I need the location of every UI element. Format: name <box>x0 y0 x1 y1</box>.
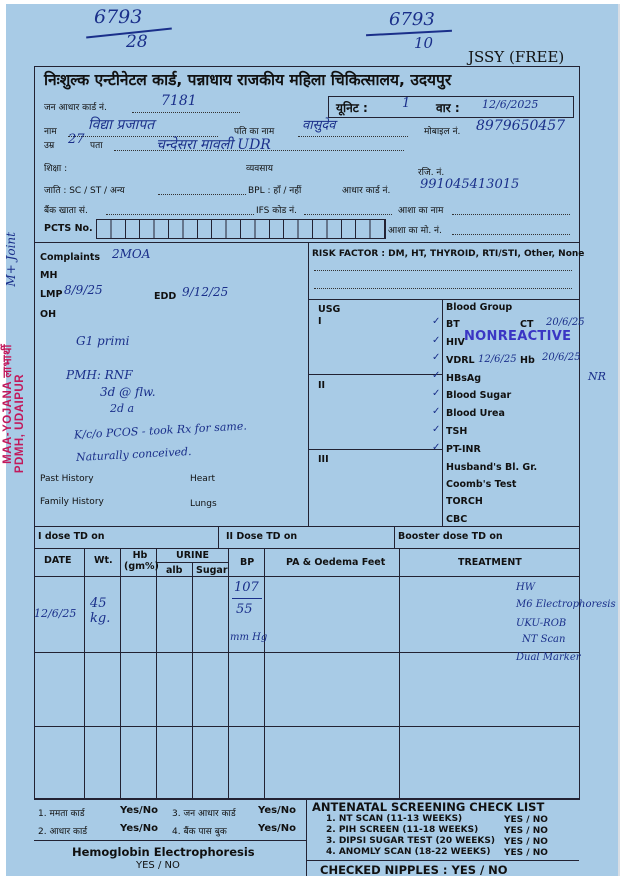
past-history-label: Past History <box>40 474 94 484</box>
td-second-dose: II Dose TD on <box>226 531 298 542</box>
checklist-nt-scan-value: YES / NO <box>504 815 548 825</box>
nr-note: NR <box>588 370 606 383</box>
reg-label: रजि. नं. <box>418 168 445 178</box>
heart-label: Heart <box>190 474 216 484</box>
bpl-label: BPL : हाँ / नहीं <box>248 186 302 196</box>
check-mark-icon: ✓ <box>432 388 441 399</box>
lab-coombs: Coomb's Test <box>446 479 517 490</box>
treatment-2: M6 Electrophoresis <box>516 599 616 610</box>
bank-label: बैंक खाता सं. <box>44 206 88 216</box>
check-mark-icon: ✓ <box>432 335 441 346</box>
col-urine: URINE <box>176 550 210 561</box>
mh-label: MH <box>40 270 58 281</box>
edd-label: EDD <box>154 291 177 302</box>
mamta-card-value: Yes/No <box>120 805 158 816</box>
aadhar-card-value: Yes/No <box>120 823 158 834</box>
td-booster-dose: Booster dose TD on <box>398 531 503 542</box>
checklist-pih-screen-value: YES / NO <box>504 826 548 836</box>
usg-row-3: III <box>318 454 329 465</box>
visit-bp-diastolic: 55 <box>236 602 253 617</box>
lab-bt: BT <box>446 319 460 330</box>
usg-row-1: I <box>318 316 322 327</box>
card-title: निःशुल्क एन्टीनेटल कार्ड, पन्नाधाय राजकीय महिला चिकित्सालय, उदयपुर <box>44 71 452 89</box>
top-note-right-num: 6793 <box>389 9 435 30</box>
checklist-anomaly-scan-value: YES / NO <box>504 848 548 858</box>
lab-vdrl: VDRL <box>446 355 475 366</box>
day-label: वार : <box>436 101 460 115</box>
name-value: विद्या प्रजापत <box>88 117 155 133</box>
vdrl-date: 12/6/25 <box>478 354 517 365</box>
occupation-label: व्यवसाय <box>246 164 273 174</box>
age-value: 27 <box>68 132 85 147</box>
oh-label: OH <box>40 309 57 320</box>
nonreactive-stamp: NONREACTIVE <box>464 329 572 344</box>
history-note-6: Naturally conceived. <box>75 444 192 465</box>
col-bp: BP <box>240 557 255 568</box>
bank-passbook-label: 4. बैंक पास बुक <box>172 827 227 837</box>
checklist-dipsi: 3. DIPSI SUGAR TEST (20 WEEKS) <box>326 836 496 846</box>
day-value: 12/6/2025 <box>482 98 539 111</box>
jan-aadhar-card-label: 3. जन आधार कार्ड <box>172 809 236 819</box>
address-label: पता <box>90 141 103 151</box>
aadhar-value: 991045413015 <box>420 177 520 192</box>
check-mark-icon: ✓ <box>432 424 441 435</box>
side-handwritten-note: M+ Joint <box>4 232 18 287</box>
treatment-3: UKU-ROB <box>516 618 567 629</box>
address-value: चन्देसरा मावली UDR <box>156 137 271 153</box>
lab-tsh: TSH <box>446 426 468 437</box>
lab-ct: CT <box>520 319 534 330</box>
lab-hb: Hb <box>520 355 535 366</box>
usg-row-2: II <box>318 380 326 391</box>
husband-label: पति का नाम <box>234 127 275 137</box>
td-first-dose: I dose TD on <box>38 531 105 542</box>
asha-name-label: आशा का नाम <box>398 206 444 216</box>
unit-value: 1 <box>402 96 411 111</box>
lungs-label: Lungs <box>190 499 217 509</box>
education-label: शिक्षा : <box>44 164 68 174</box>
bt-date: 20/6/25 <box>546 317 585 328</box>
col-urine-sugar: Sugar <box>196 565 228 576</box>
history-note-5: K/c/o PCOS - took Rx for same. <box>73 419 248 442</box>
col-treatment: TREATMENT <box>458 557 522 568</box>
mamta-card-label: 1. ममता कार्ड <box>38 809 85 819</box>
visit-weight: 45 kg. <box>90 596 111 626</box>
lab-hbsag: HBsAg <box>446 373 481 384</box>
treatment-1: HW <box>516 582 535 593</box>
col-date: DATE <box>44 555 72 566</box>
unit-label: यूनिट : <box>336 101 368 115</box>
lmp-value: 8/9/25 <box>64 283 103 297</box>
antenatal-card <box>2 4 620 877</box>
usg-label: USG <box>318 304 341 315</box>
lab-blood-sugar: Blood Sugar <box>446 390 512 401</box>
family-history-label: Family History <box>40 497 104 507</box>
top-note-right-den: 10 <box>414 34 434 52</box>
history-note-2: PMH: RNF <box>66 368 133 382</box>
bank-passbook-value: Yes/No <box>258 823 296 834</box>
col-pa-oedema: PA & Oedema Feet <box>286 557 386 568</box>
complaints-label: Complaints <box>40 252 101 263</box>
aadhar-card-label: 2. आधार कार्ड <box>38 827 88 837</box>
aadhar-label: आधार कार्ड नं. <box>342 186 391 196</box>
lab-cbc: CBC <box>446 514 468 525</box>
history-note-3: 3d @ flw. <box>100 385 156 399</box>
top-note-left-den: 28 <box>126 32 148 52</box>
lab-blood-urea: Blood Urea <box>446 408 505 419</box>
col-hb: Hb (gm%) <box>124 550 159 572</box>
checked-nipples: CHECKED NIPPLES : YES / NO <box>320 863 508 877</box>
top-note-left-num: 6793 <box>94 6 143 28</box>
asha-mobile-label: आशा का मो. नं. <box>388 226 442 236</box>
hb-date: 20/6/25 <box>542 352 581 363</box>
mobile-label: मोबाइल नं. <box>424 127 461 137</box>
check-mark-icon: ✓ <box>432 316 441 327</box>
maa-yojana-stamp-line2: PDMH, UDAIPUR <box>14 374 26 474</box>
check-mark-icon: ✓ <box>432 352 441 363</box>
jan-aadhar-value: 7181 <box>161 93 197 109</box>
pcts-label: PCTS No. <box>44 223 93 234</box>
hemo-electrophoresis-value: YES / NO <box>136 860 180 871</box>
edd-value: 9/12/25 <box>182 285 229 299</box>
caste-label: जाति : SC / ST / अन्य <box>44 186 125 196</box>
treatment-5: Dual Marker <box>516 652 581 663</box>
col-urine-alb: alb <box>166 565 183 576</box>
lab-blood-group: Blood Group <box>446 302 513 313</box>
visit-date: 12/6/25 <box>34 607 77 620</box>
checklist-nt-scan: 1. NT SCAN (11-13 WEEKS) <box>326 814 463 824</box>
pcts-boxes[interactable] <box>96 219 386 239</box>
check-mark-icon: ✓ <box>432 442 441 453</box>
checklist-dipsi-value: YES / NO <box>504 837 548 847</box>
checklist-title: ANTENATAL SCREENING CHECK LIST <box>312 800 545 814</box>
hemo-electrophoresis-label: Hemoglobin Electrophoresis <box>72 845 255 859</box>
visit-bp-systolic: 107 <box>234 580 259 595</box>
ifs-label: IFS कोड नं. <box>256 206 298 216</box>
check-mark-icon: ✓ <box>432 370 441 381</box>
lmp-label: LMP <box>40 289 63 300</box>
scheme-tag: JSSY (FREE) <box>468 48 565 66</box>
lab-pt-inr: PT-INR <box>446 444 481 455</box>
lab-husband-blood-group: Husband's Bl. Gr. <box>446 462 538 473</box>
name-label: नाम <box>44 127 57 137</box>
mobile-value: 8979650457 <box>476 118 566 134</box>
age-label: उम्र <box>44 141 55 151</box>
checklist-anomaly-scan: 4. ANOMLY SCAN (18-22 WEEKS) <box>326 847 491 857</box>
col-weight: Wt. <box>94 555 113 566</box>
history-note-1: G1 primi <box>76 334 130 348</box>
lab-torch: TORCH <box>446 496 483 507</box>
jan-aadhar-label: जन आधार कार्ड नं. <box>44 103 107 113</box>
maa-yojana-stamp-line1: MAA-YOJANA लाभार्थी <box>2 344 14 464</box>
lab-hiv: HIV <box>446 337 465 348</box>
history-note-4: 2d a <box>110 402 135 415</box>
husband-value: वासुदेव <box>302 118 336 133</box>
checklist-pih-screen: 2. PIH SCREEN (11-18 WEEKS) <box>326 825 479 835</box>
treatment-4: NT Scan <box>522 634 566 645</box>
complaints-value: 2MOA <box>112 247 151 261</box>
risk-factor-label: RISK FACTOR : DM, HT, THYROID, RTI/STI, Other, None <box>312 249 585 259</box>
visit-bp-unit: mm Hg <box>230 632 268 643</box>
check-mark-icon: ✓ <box>432 406 441 417</box>
jan-aadhar-card-value: Yes/No <box>258 805 296 816</box>
top-note-right-bar <box>366 30 452 36</box>
